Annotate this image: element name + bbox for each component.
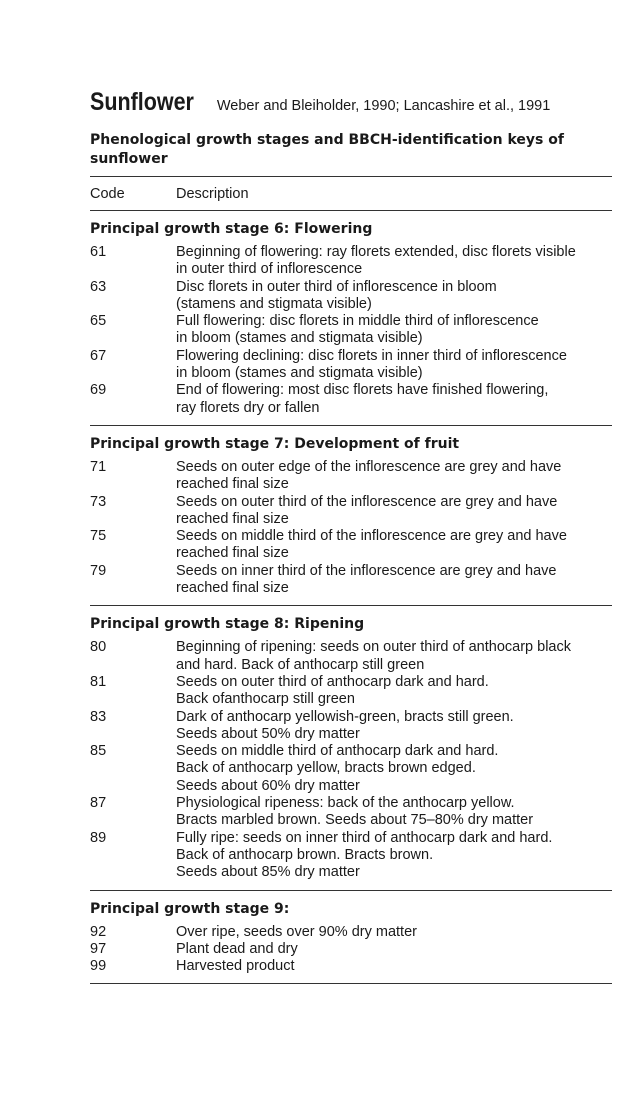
- stage-title: Principal growth stage 8: Ripening: [90, 616, 365, 633]
- description-line: Fully ripe: seeds on inner third of anthocarp dark and hard.: [176, 829, 553, 846]
- description-line: Seeds on middle third of anthocarp dark and hard.: [176, 743, 499, 760]
- stage-section: [90, 606, 612, 890]
- stage-title: Principal growth stage 9:: [90, 900, 290, 917]
- description-cell: [176, 941, 612, 958]
- code-cell: 92: [90, 923, 107, 940]
- description-line: Bracts marbled brown. Seeds about 75–80% dry matter: [176, 812, 534, 829]
- table-row: [90, 494, 612, 529]
- code-cell: 80: [90, 639, 107, 656]
- code-cell: 97: [90, 940, 107, 957]
- code-cell: 65: [90, 313, 107, 330]
- stage-section: [90, 426, 612, 606]
- table-row: [90, 958, 612, 975]
- description-line: reached final size: [176, 545, 289, 562]
- description-cell: [176, 795, 612, 830]
- description-line: Beginning of ripening: seeds on outer third of anthocarp black: [176, 639, 571, 656]
- description-cell: [176, 348, 612, 383]
- description-line: (stamens and stigmata visible): [176, 295, 372, 312]
- table-row: [90, 244, 612, 279]
- stage-rows: [90, 237, 612, 425]
- stage-rows: [90, 632, 612, 889]
- table-row: [90, 348, 612, 383]
- description-cell: [176, 674, 612, 709]
- divider: [90, 983, 612, 984]
- code-cell: 99: [90, 958, 107, 975]
- code-cell: 63: [90, 278, 107, 295]
- description-line: End of flowering: most disc florets have finished flowering,: [176, 382, 549, 399]
- description-cell: [176, 639, 612, 674]
- description-line: Seeds about 50% dry matter: [176, 725, 360, 742]
- description-line: Plant dead and dry: [176, 940, 298, 957]
- description-cell: [176, 382, 612, 417]
- description-cell: [176, 743, 612, 795]
- description-line: in bloom (stames and stigmata visible): [176, 330, 423, 347]
- description-line: ray florets dry or fallen: [176, 399, 320, 416]
- table-row: [90, 563, 612, 598]
- stage-title: Principal growth stage 6: Flowering: [90, 221, 373, 237]
- description-line: Dark of anthocarp yellowish-green, bracts still green.: [176, 708, 514, 725]
- description-cell: [176, 494, 612, 529]
- table-row: [90, 924, 612, 941]
- document-page: [90, 88, 612, 984]
- table-row: [90, 709, 612, 744]
- stage-rows: [90, 917, 612, 984]
- description-line: in outer third of inflorescence: [176, 261, 363, 278]
- table-row: [90, 795, 612, 830]
- description-line: Flowering declining: disc florets in inner third of inflorescence: [176, 347, 567, 364]
- code-cell: 79: [90, 562, 107, 579]
- description-line: Over ripe, seeds over 90% dry matter: [176, 923, 417, 940]
- description-line: and hard. Back of anthocarp still green: [176, 656, 425, 673]
- description-line: Full flowering: disc florets in middle third of inflorescence: [176, 313, 539, 330]
- description-cell: [176, 709, 612, 744]
- description-cell: [176, 563, 612, 598]
- code-cell: 61: [90, 244, 107, 260]
- code-cell: 81: [90, 673, 107, 690]
- table-row: [90, 279, 612, 314]
- description-line: Seeds on outer third of the inflorescence are grey and have: [176, 493, 558, 510]
- table-row: [90, 528, 612, 563]
- description-line: Beginning of flowering: ray florets extended, disc florets visible: [176, 244, 576, 260]
- stage-rows: [90, 452, 612, 605]
- description-line: reached final size: [176, 510, 289, 527]
- description-cell: [176, 279, 612, 314]
- description-line: Back ofanthocarp still green: [176, 691, 355, 708]
- table-caption: Phenological growth stages and BBCH-identification keys of sunflower: [90, 132, 564, 167]
- table-row: [90, 382, 612, 417]
- code-cell: 71: [90, 458, 107, 475]
- table-header: [90, 177, 612, 210]
- column-header-description: Description: [176, 186, 249, 202]
- description-cell: [176, 459, 612, 494]
- description-line: Seeds on middle third of the inflorescence are grey and have: [176, 528, 567, 545]
- description-line: Seeds about 85% dry matter: [176, 864, 360, 881]
- description-line: Physiological ripeness: back of the anthocarp yellow.: [176, 795, 515, 812]
- code-cell: 73: [90, 493, 107, 510]
- description-cell: [176, 313, 612, 348]
- description-line: Seeds on outer third of anthocarp dark and hard.: [176, 673, 489, 690]
- code-cell: 89: [90, 829, 107, 846]
- description-line: Back of anthocarp yellow, bracts brown edged.: [176, 760, 476, 777]
- table-row: [90, 459, 612, 494]
- title-row: [90, 88, 612, 117]
- stage-section: [90, 891, 612, 985]
- table-row: [90, 313, 612, 348]
- code-cell: 87: [90, 795, 107, 812]
- description-cell: [176, 528, 612, 563]
- description-line: Harvested product: [176, 958, 295, 975]
- description-line: Back of anthocarp brown. Bracts brown.: [176, 846, 434, 863]
- code-cell: 69: [90, 382, 107, 399]
- stage-section: [90, 211, 612, 426]
- stages-container: [90, 211, 612, 984]
- description-line: reached final size: [176, 580, 289, 597]
- description-cell: [176, 244, 612, 279]
- table-row: [90, 830, 612, 882]
- description-cell: [176, 830, 612, 882]
- description-line: Disc florets in outer third of inflorescence in bloom: [176, 278, 497, 295]
- description-line: Seeds about 60% dry matter: [176, 777, 360, 794]
- code-cell: 67: [90, 347, 107, 364]
- column-header-code: Code: [90, 186, 125, 202]
- page-title: Sunflower: [90, 88, 194, 116]
- code-cell: 83: [90, 708, 107, 725]
- description-line: Seeds on inner third of the inflorescence are grey and have: [176, 562, 557, 579]
- table-row: [90, 743, 612, 795]
- stage-title: Principal growth stage 7: Development of fruit: [90, 435, 460, 452]
- code-cell: 75: [90, 528, 107, 545]
- table-row: [90, 639, 612, 674]
- description-line: Seeds on outer edge of the inflorescence are grey and have: [176, 458, 562, 475]
- description-line: in bloom (stames and stigmata visible): [176, 365, 423, 382]
- description-cell: [176, 924, 612, 941]
- description-cell: [176, 958, 612, 975]
- code-cell: 85: [90, 743, 107, 760]
- table-row: [90, 941, 612, 958]
- description-line: reached final size: [176, 476, 289, 493]
- citation: Weber and Bleiholder, 1990; Lancashire et al., 1991: [216, 98, 551, 114]
- table-row: [90, 674, 612, 709]
